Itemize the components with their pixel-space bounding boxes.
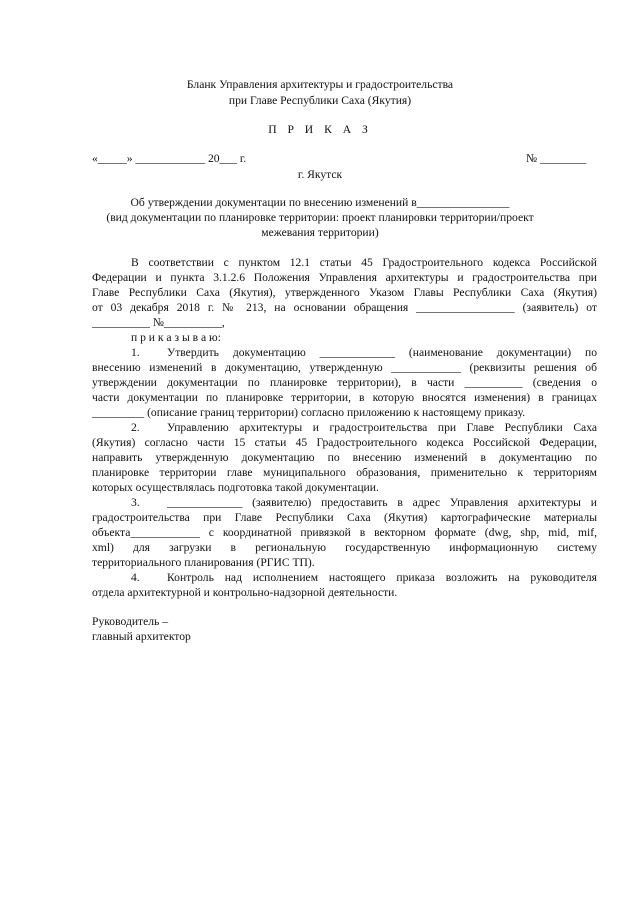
subject-line-1: Об утверждении документации по внесению изменений в________________ xyxy=(130,196,510,209)
item-1-line-3: утверждении документации по планировке территории), в части __________ (сведения о xyxy=(92,376,597,389)
document-title: П Р И К А З xyxy=(268,123,372,136)
item-4-line-1: Контроль над исполнением настоящего приказа возложить на руководителя xyxy=(167,571,597,584)
item-3-line-3: объекта____________ с координатной привязкой в векторном формате (dwg, shp, mid, mif, xyxy=(92,526,597,539)
item-2-line-3: направить утвержденную документацию по внесению изменений в документацию по xyxy=(92,451,597,464)
order-number-field: № ________ xyxy=(526,152,587,165)
item-3-line-2: градостроительства при Главе Республики Саха (Якутия) картографические материалы xyxy=(92,511,597,524)
letterhead-line-1: Бланк Управления архитектуры и градостроительства xyxy=(186,78,454,91)
item-1-line-4: части документации по планировке территории, в которую вносятся изменения) в границах xyxy=(92,391,597,404)
item-4-line-2: отдела архитектурной и контрольно-надзорной деятельности. xyxy=(92,586,398,599)
intro-line-5: __________ №__________, xyxy=(92,316,225,329)
item-1-line-5: _________ (описание границ территории) согласно приложению к настоящему приказу. xyxy=(92,406,526,419)
intro-line-4: от 03 декабря 2018 г. № 213, на основании обращения _________________ (заявитель) от xyxy=(92,301,597,314)
signature-position-line-1: Руководитель – xyxy=(92,615,169,628)
intro-line-1: В соответствии с пунктом 12.1 статьи 45 Градостроительного кодекса Российской xyxy=(131,256,597,269)
item-2-line-5: которых осуществлялась подготовка такой документации. xyxy=(92,481,379,494)
item-2-line-4: планировке территории главе муниципального образования, применительно к территориям xyxy=(92,466,597,479)
city-label: г. Якутск xyxy=(297,168,343,181)
item-1-number: 1. xyxy=(131,346,140,359)
letterhead-line-2: при Главе Республики Саха (Якутия) xyxy=(228,94,412,107)
item-1-line-2: внесению изменений в документацию, утвержденную ____________ (реквизиты решения об xyxy=(92,361,597,374)
subject-line-2: (вид документации по планировке территории: проект планировки территории/проект xyxy=(106,211,534,224)
item-1-line-1: Утвердить документацию _____________ (наименование документации) по xyxy=(167,346,597,359)
date-field: «_____» ____________ 20___ г. xyxy=(92,152,247,165)
item-3-number: 3. xyxy=(131,496,140,509)
intro-line-2: Федерации и пункта 3.1.2.6 Положения Управления архитектуры и градостроительства при xyxy=(92,271,597,284)
signature-position-line-2: главный архитектор xyxy=(92,630,191,643)
item-2-number: 2. xyxy=(131,421,140,434)
item-4-number: 4. xyxy=(131,571,140,584)
subject-line-3: межевания территории) xyxy=(261,226,379,239)
order-word: п р и к а з ы в а ю: xyxy=(131,331,221,344)
item-3-line-1: _____________ (заявителю) предоставить в адрес Управления архитектуры и xyxy=(167,496,597,509)
item-3-line-4: xml) для загрузки в региональную государственную информационную систему xyxy=(92,541,597,554)
item-2-line-2: (Якутия) согласно части 15 статьи 45 Градостроительного кодекса Российской Федерации, xyxy=(92,436,597,449)
item-2-line-1: Управлению архитектуры и градостроительства при Главе Республики Саха xyxy=(167,421,597,434)
item-3-line-5: территориального планирования (РГИС ТП). xyxy=(92,556,315,569)
intro-line-3: Главе Республики Саха (Якутия), утвержденного Указом Главы Республики Саха (Якутия) xyxy=(92,286,597,299)
